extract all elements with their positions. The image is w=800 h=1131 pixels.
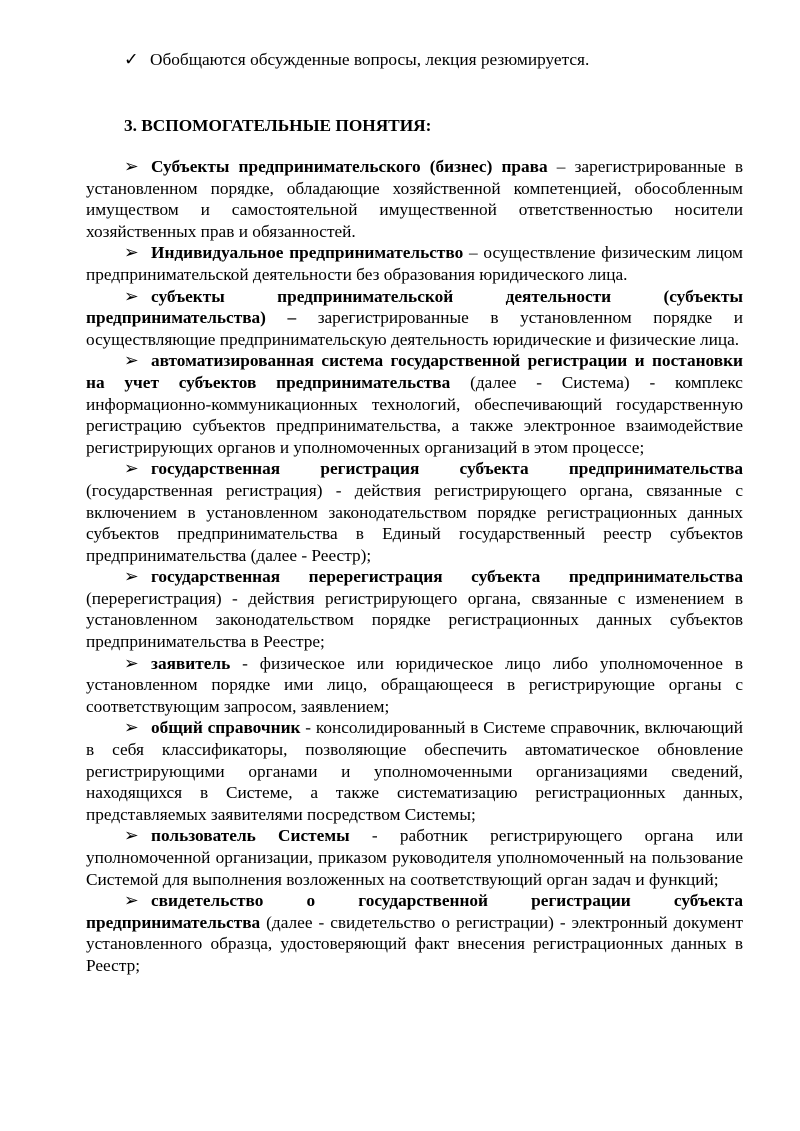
definition-term: общий справочник <box>151 718 301 738</box>
arrow-bullet-icon: ➢ <box>124 826 139 846</box>
arrow-bullet-icon: ➢ <box>124 567 139 587</box>
arrow-bullet-icon: ➢ <box>124 351 139 371</box>
definition-text: - консолидированный в Системе справочник, включающий в себя классификаторы, позволяющие обеспечить автоматическое обновление регистрирующими органами и уполномоченными организациями сведений, находящихся в Системе, а также систематизацию регистрационных данных, представляемых заявителями посредством Системы; <box>86 718 744 824</box>
definition-term: государственная регистрация субъекта предпринимательства <box>151 459 743 479</box>
definition-item <box>86 653 743 718</box>
definition-term: Индивидуальное предпринимательство <box>151 243 464 263</box>
arrow-bullet-icon: ➢ <box>124 718 139 738</box>
arrow-bullet-icon: ➢ <box>124 653 139 673</box>
definition-item <box>86 825 743 890</box>
definition-item <box>86 717 743 825</box>
checklist-item-text: Обобщаются обсужденные вопросы, лекция резюмируется. <box>150 50 590 69</box>
definitions-list <box>86 156 743 977</box>
definition-text: (далее - свидетельство о регистрации) - электронный документ установленного образца, удостоверяющий факт внесения регистрационных данных в Реестр; <box>86 912 743 975</box>
definition-term: пользователь Системы <box>151 826 350 846</box>
definition-item <box>86 286 743 351</box>
arrow-bullet-icon: ➢ <box>124 459 139 479</box>
definition-item <box>86 890 743 976</box>
arrow-bullet-icon: ➢ <box>124 243 139 263</box>
arrow-bullet-icon: ➢ <box>124 157 139 176</box>
definition-text: – зарегистрированные в установленном порядке, обладающие хозяйственной компетенцией, обособленным имуществом и самостоятельной имущественной ответственностью носители хозяйственных прав и обязанностей. <box>86 157 744 241</box>
arrow-bullet-icon: ➢ <box>124 286 139 306</box>
definition-term: субъекты предпринимательской деятельности (субъекты предпринимательства) – <box>86 286 743 328</box>
definition-item <box>86 350 743 458</box>
definition-term: государственная перерегистрация субъекта предпринимательства <box>151 567 743 587</box>
definition-text: зарегистрированные в установленном порядке и осуществляющие предпринимательскую деятельность юридические и физические лица. <box>86 308 743 349</box>
definition-text: (далее - Система) - комплекс информационно-коммуникационных технологий, обеспечивающий государственную регистрацию субъектов предпринимательства, а также электронное взаимодействие регистрирующих органов и уполномоченных организаций в этом процессе; <box>86 372 743 457</box>
definition-text: - работник регистрирующего органа или уполномоченной организации, приказом руководителя уполномоченный на пользование Системой для выполнения возложенных на соответствующий орган задач и функций; <box>86 826 743 889</box>
definition-text: – осуществление физическим лицом предпринимательской деятельности без образования юридического лица. <box>86 243 743 284</box>
definition-item <box>86 458 743 566</box>
definition-item <box>86 156 743 242</box>
definition-text: (государственная регистрация) - действия регистрирующего органа, связанные с включением в установленном законодательством порядке регистрационных данных субъектов предпринимательства в Единый государственный реестр субъектов предпринимательства (далее - Реестр); <box>86 480 743 565</box>
definition-term: свидетельство о государственной регистрации субъекта предпринимательства <box>86 891 743 932</box>
definition-term: Субъекты предпринимательского (бизнес) права <box>151 157 548 176</box>
checkmark-icon: ✓ <box>124 50 139 69</box>
arrow-bullet-icon: ➢ <box>124 891 139 911</box>
definition-text: (перерегистрация) - действия регистрирующего органа, связанные с изменением в установленном законодательством порядке регистрационных данных субъектов предпринимательства в Реестре; <box>86 588 743 652</box>
definition-item <box>86 566 743 652</box>
definition-text: - физическое или юридическое лицо либо уполномоченное в установленном порядке ими лицо, обращающееся в регистрирующие органы с соответствующим запросом, заявлением; <box>86 653 743 716</box>
section-heading: 3. ВСПОМОГАТЕЛЬНЫЕ ПОНЯТИЯ: <box>124 116 432 135</box>
checklist-item <box>124 49 589 71</box>
definition-term: автоматизированная система государственной регистрации и постановки на учет субъектов предпринимательства <box>86 351 743 392</box>
definition-item <box>86 242 743 285</box>
definition-term: заявитель <box>151 653 231 673</box>
